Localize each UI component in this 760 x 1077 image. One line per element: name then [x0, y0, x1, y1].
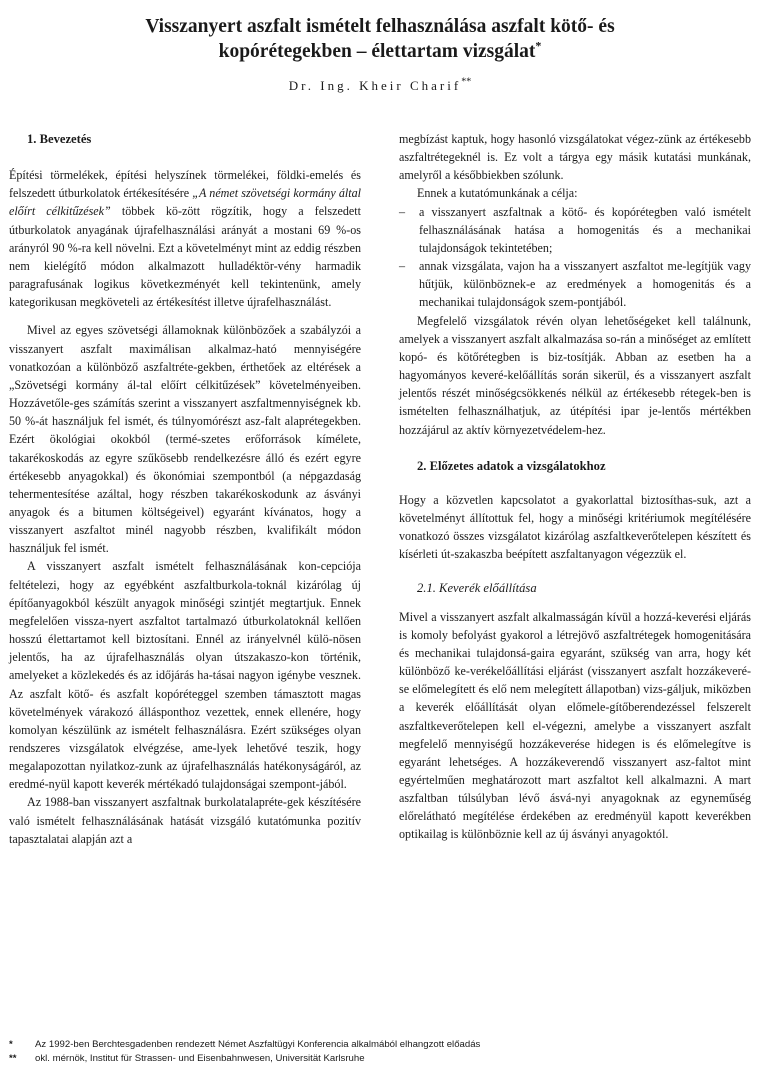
title-footnote-marker: * — [535, 38, 542, 53]
dash-marker: – — [399, 259, 406, 274]
section-2-heading: 2. Előzetes adatok a vizsgálatokhoz — [417, 458, 606, 473]
section-1-heading: 1. Bevezetés — [27, 132, 92, 146]
footnote-text: okl. mérnök, Institut für Strassen- und Eisenbahnwesen, Universität Karlsruhe — [35, 1053, 365, 1064]
right-column — [399, 130, 751, 844]
footnote-marker: ** — [9, 1053, 17, 1064]
footnote — [9, 1052, 749, 1066]
left-paragraph-1 — [9, 166, 361, 311]
footnote — [9, 1038, 749, 1052]
title-line-2-text: kopórétegekben – élettartam vizsgálat — [218, 41, 536, 62]
subsection-2-1-heading: 2.1. Keverék előállítása — [417, 581, 537, 596]
footnote-text: Az 1992-ben Berchtesgadenben rendezett Német Aszfaltügyi Konferencia alkalmából elhangzott előadás — [35, 1039, 481, 1050]
list-item — [399, 203, 751, 257]
dash-marker: – — [399, 204, 406, 219]
right-paragraph-2: Ennek a kutatómunkának a célja: — [417, 186, 578, 201]
footnotes — [9, 1038, 749, 1066]
author-line — [40, 78, 720, 94]
left-paragraph-4: Az 1988-ban visszanyert aszfaltnak burkolatalapréte-gek készítésére való ismételt felhasználásának hatását vizsgáló kutatómunka pozitív tapasztalatai alapján azt a — [9, 795, 361, 846]
aims-list — [399, 203, 751, 312]
footnote-marker: * — [9, 1039, 13, 1050]
article-title — [40, 14, 720, 64]
list-item — [399, 257, 751, 311]
right-paragraph-4: Hogy a közvetlen kapcsolatot a gyakorlattal biztosíthas-suk, azt a követelményt állítottuk fel, hogy a minőségi kritériumok megítélésére vonatkozó összes vizsgálatot kizárólag aszfaltkeverőtelepen készített és kísérleti út-szakaszba beépített aszfaltanyagon végezzük el. — [399, 492, 751, 562]
list-item-text: annak vizsgálata, vajon ha a visszanyert aszfaltot me-legítjük vagy hűtjük, különböznek-e az eredmények a homogenitás és a mechanikai tulajdonságok szem-pontjából. — [419, 259, 751, 310]
right-paragraph-5: Mivel a visszanyert aszfalt alkalmasságán kívül a hozzá-keverési eljárás is komoly befolyást gyakorol a létrejövő aszfaltrétegek homogenitására és mechanikai tulajdonsá-gaira egyaránt, szükség van arra, hogy két különböző ke-verékelőállítási eljárást (visszanyert aszfalt hozzákeveré-se előmelegített és elő nem melegített állapotban) vizs-gáljuk, miközben a keverék előállítását olyan előmele-gítőberendezéssel felszerelt aszfaltkeverőtelepen kell el-végezni, amelybe a visszanyert aszfalt megfelelő mennyiségű hozzákeverése hidegen is és előmelegítve is egyaránt lehetséges. A hozzákeverendő visszanyert asz-faltot mint egyértelműen meghatározott mart aszfaltot kell alkalmazni. A mart aszfaltban túlsúlyban lévő ásvá-nyi anyagoknak az egyneműség előrelátható megítélése érdekében az eredményül kapott keverékben optikailag is különböznie kell az új ásványi anyagoktól. — [399, 609, 751, 842]
left-paragraph-2: Mivel az egyes szövetségi államoknak különbözőek a szabályzói a visszanyert aszfalt maximálisan alkalmaz-ható mennyiségére vonatkozóan a különböző aszfaltréte-gekben, érthetőek az eltérések a „Szövetségi kormány ál-tal előírt célkitűzések” követelményeiben. Hozzávetőle-ges számítás szerint a visszanyert aszfaltmennyiségnek kb. 50 %-át használjuk fel ismét, és túlnyomórészt asz-falt alaprétegekben. Ezért ökológiai okokból (termé-szetes erőforrások kímélete, takarékoskodás az egyre szűkösebb rendelkezésre álló és ezért egyre értékesebb anyagokkal) és ökonómiai szempontból (a népgazdaság tehermentesítése azáltal, hogy részben takarékoskodunk az ásványi anyagok és a bitumen költségeivel) egyaránt kívánatos, hogy a visszanyert aszfaltot minél nagyobb részben, kvalifikált módon használjuk fel ismét. — [9, 323, 361, 556]
right-paragraph-3: Megfelelő vizsgálatok révén olyan lehetőségeket kell találnunk, amelyek a visszanyert aszfalt alkalmazása so-rán a minőséget az említett kopó- és kötőrétegben is biz-tosítják. Abban az esetben ha a hagyományos keveré-kelőállítás során sikerül, és a visszanyert aszfalt jelentős részét minőségcsökkenés nélkül az értékesebb rétegek-ben is ismételten felhasználhatjuk, az útépítési ipar je-lentős mértékben hozzájárul az aktív környezetvédelem-hez. — [399, 313, 751, 437]
author-footnote-marker: ** — [461, 76, 472, 88]
left-p1-emphasis: „A német szövetségi kormány által előírt célkitűzések” — [9, 186, 361, 219]
left-p1-end: többek kö-zött rögzítik, hogy a felszedett útburkolatok anyagának újrafelhasználási arányát a mostani 69 %-os arányról 90 %-ra kell növelni. Ezt a követelményt mint az eddig részben nem kielégítő módon alkalmazott hulladéktör-vény harmadik paragrafusának logikus következményét kell tekintenünk, amely kategorikusan megköveteli az értékesítést illetve újrafelhasználást. — [9, 204, 361, 310]
left-paragraph-3: A visszanyert aszfalt ismételt felhasználásának kon-cepciója feltételezi, hogy az egyébként aszfaltburkola-toknál kizárólag új építőanyagokból készült anyagok minőségi szintjét megtartjuk. Ennek megfelelően vissza-nyert aszfaltot tartalmazó útburkolatoknál kellően hosszú élettartamot kell biztosítani. Ennél az irányelvnél külö-nösen jelentős, ha az újrafelhasználás olyan útszakaszo-kon történik, amelyeket a közlekedés és az időjárás ha-tásai nagyon igénybe vesznek. Az aszfalt kötő- és aszfalt kopóréteggel szemben támasztott magas követelmények várakozó állásponthoz vezettek, ennek ellenére, hogy komolyan készülünk az ismételt felhasználásra. Ezért szükséges olyan rendszeres vizsgálatok elvégzése, ame-lyek lehetővé teszik, hogy megalapozottan nyilatkoz-zunk az újrafelhasználás hatékonyságáról, az eredmé-nyül kapott keverék mértékadó tulajdonságai szempont-jából. — [9, 559, 361, 792]
left-column — [9, 130, 361, 848]
right-paragraph-1: megbízást kaptuk, hogy hasonló vizsgálatokat végez-zünk az értékesebb aszfaltrétegeknél is. Ez volt a tárgya egy másik kutatási munkának, amelyről a későbbiekben szólunk. — [399, 132, 751, 183]
title-line-2 — [40, 39, 720, 64]
left-p1-start: Építési törmelékek, építési helyszínek törmelékei, földki-emelés és felszedett útburkolatok értékesítésére — [9, 168, 361, 201]
author-name: Dr. Ing. Kheir Charif — [288, 78, 462, 93]
list-item-text: a visszanyert aszfaltnak a kötő- és kopórétegben való ismételt felhasználásának hatása a homogenitás és a mechanikai tulajdonságok tekintetében; — [419, 204, 751, 255]
title-line-1: Visszanyert aszfalt ismételt felhasználása aszfalt kötő- és — [145, 16, 615, 37]
